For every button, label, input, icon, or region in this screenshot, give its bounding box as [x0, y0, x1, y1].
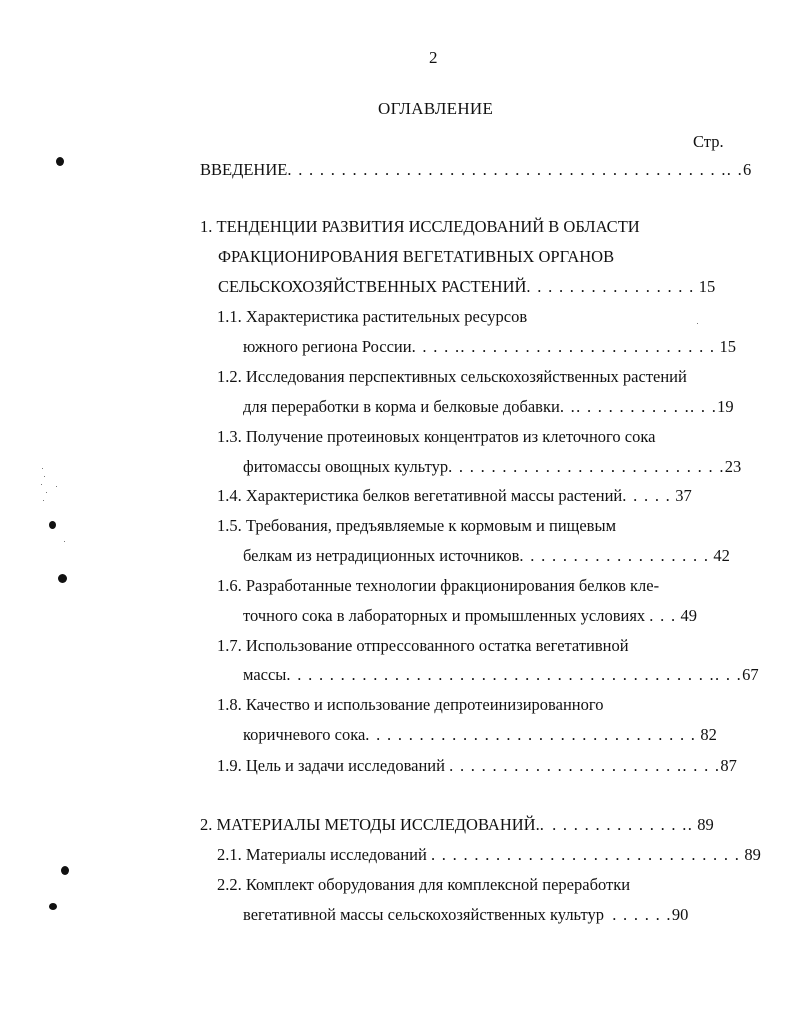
page-title: ОГЛАВЛЕНИЕ [378, 99, 494, 118]
toc-section-2-1 [217, 845, 761, 865]
toc-section-1-5-line-2 [243, 546, 730, 566]
scan-mark-icon [56, 157, 64, 166]
toc-entry-text: вегетативной массы сельскохозяйственных культур [243, 905, 604, 924]
toc-entry-intro [200, 160, 751, 180]
toc-page: 15 [698, 277, 716, 296]
toc-entry-text: 1.9. Цель и задачи исследований [217, 756, 445, 775]
page-column-label: Стр. [693, 132, 724, 151]
toc-section-1-7-line-2 [243, 665, 759, 685]
toc-entry-text: точного сока в лабораторных и промышленных условиях [243, 606, 646, 625]
toc-entry-text: ВВЕДЕНИЕ [200, 160, 288, 179]
scan-speck-icon [697, 323, 698, 324]
toc-chapter-2 [200, 815, 714, 835]
toc-leader-dots: . . . . . . . . . . . . . . . . . . [519, 546, 710, 565]
toc-page: 90 [671, 905, 689, 924]
toc-leader-dots: . . . [649, 606, 677, 625]
toc-section-1-4 [217, 486, 692, 506]
toc-entry-text: 1.4. Характеристика белков вегетативной массы растений [217, 486, 623, 505]
toc-entry-text: фитомассы овощных культур [243, 457, 449, 476]
toc-entry-text: 2.1. Материалы исследований [217, 845, 427, 864]
scan-speck-icon [46, 492, 47, 493]
toc-leader-dots: . . . . . . . . . . . . . . . . . . . . . . . . . . . . . . . . . . . . . . . .. . . [286, 665, 743, 684]
toc-section-1-8-line-2 [243, 725, 717, 745]
toc-page: 89 [697, 815, 714, 834]
toc-page: 19 [717, 397, 734, 416]
toc-entry-text: СЕЛЬСКОХОЗЯЙСТВЕННЫХ РАСТЕНИЙ [218, 277, 527, 296]
toc-page: 87 [720, 756, 737, 775]
toc-page: 89 [744, 845, 761, 864]
toc-section-1-3-line-1: 1.3. Получение протеиновых концентратов из клеточного сока [217, 427, 656, 446]
scan-mark-icon [61, 866, 69, 875]
toc-section-1-1-line-2 [243, 337, 736, 357]
toc-section-1-6-line-1: 1.6. Разработанные технологии фракционирования белков кле- [217, 576, 660, 595]
toc-leader-dots: . . . . . . . . . . . . .. [552, 815, 694, 834]
toc-section-1-3-line-2 [243, 457, 741, 477]
toc-page: 67 [742, 665, 759, 684]
toc-page: 23 [724, 457, 742, 476]
toc-entry-text: 2. МАТЕРИАЛЫ МЕТОДЫ ИССЛЕДОВАНИЙ.. [200, 815, 544, 834]
toc-leader-dots: . . . . . . . . . . . . . . . . . . . . . . . . . . . . . . . [365, 725, 697, 744]
toc-section-2-2-line-2 [243, 905, 688, 925]
toc-section-1-8-line-1: 1.8. Качество и использование депротеинизированного [217, 695, 604, 714]
toc-section-2-2-line-1: 2.2. Комплект оборудования для комплексной переработки [217, 875, 631, 894]
toc-section-1-2-line-2 [243, 397, 734, 417]
toc-page: 6 [743, 160, 752, 179]
toc-entry-text: коричневого сока [243, 725, 366, 744]
toc-section-1-1-line-1: 1.1. Характеристика растительных ресурсов [217, 307, 528, 326]
toc-entry-text: для переработки в корма и белковые добавки [243, 397, 560, 416]
toc-entry-text: южного региона России [243, 337, 412, 356]
toc-leader-dots: . . . . . . [612, 905, 672, 924]
scan-mark-icon [49, 521, 56, 529]
toc-leader-dots: . . . . . . . . . . . . . . . . . . . . . . . . . . [448, 457, 725, 476]
scan-speck-icon [42, 468, 43, 469]
toc-section-1-6-line-2 [243, 606, 697, 626]
toc-page: 42 [713, 546, 730, 565]
toc-chapter-1-line-2: ФРАКЦИОНИРОВАНИЯ ВЕГЕТАТИВНЫХ ОРГАНОВ [218, 247, 615, 266]
toc-leader-dots: . . . . . [622, 486, 672, 505]
scan-mark-icon [49, 903, 57, 910]
scan-speck-icon [43, 500, 44, 501]
toc-section-1-2-line-1: 1.2. Исследования перспективных сельскохозяйственных растений [217, 367, 687, 386]
toc-page: 37 [675, 486, 692, 505]
toc-section-1-5-line-1: 1.5. Требования, предъявляемые к кормовым и пищевым [217, 516, 617, 535]
toc-leader-dots: . .. . . . . . . . . . .. . . [559, 397, 718, 416]
page-number: 2 [429, 48, 438, 67]
toc-chapter-1-line-3 [218, 277, 715, 297]
scan-speck-icon [41, 484, 42, 485]
scan-mark-icon [58, 574, 67, 583]
toc-chapter-1-line-1: 1. ТЕНДЕНЦИИ РАЗВИТИЯ ИССЛЕДОВАНИЙ В ОБЛАСТИ [200, 217, 640, 236]
toc-leader-dots: . . . . .. . . . . . . . . . . . . . . . . . . . . . . . [411, 337, 716, 356]
toc-section-1-7-line-1: 1.7. Использование отпрессованного остатка вегетативной [217, 636, 629, 655]
scan-speck-icon [56, 486, 57, 487]
toc-section-1-9 [217, 756, 737, 776]
toc-leader-dots: . . . . . . . . . . . . . . . . . . . . . .. . . . [449, 756, 721, 775]
toc-leader-dots: . . . . . . . . . . . . . . . . [526, 277, 695, 296]
toc-entry-text: белкам из нетрадиционных источников [243, 546, 520, 565]
toc-leader-dots: . . . . . . . . . . . . . . . . . . . . . . . . . . . . . [430, 845, 741, 864]
toc-page: 82 [700, 725, 717, 744]
toc-entry-text: массы [243, 665, 287, 684]
toc-page: 15 [719, 337, 736, 356]
scan-speck-icon [44, 476, 45, 477]
toc-leader-dots: . . . . . . . . . . . . . . . . . . . . . . . . . . . . . . . . . . . . . . . . .. . [287, 160, 744, 179]
toc-page: 49 [680, 606, 698, 625]
scan-speck-icon [64, 541, 65, 542]
